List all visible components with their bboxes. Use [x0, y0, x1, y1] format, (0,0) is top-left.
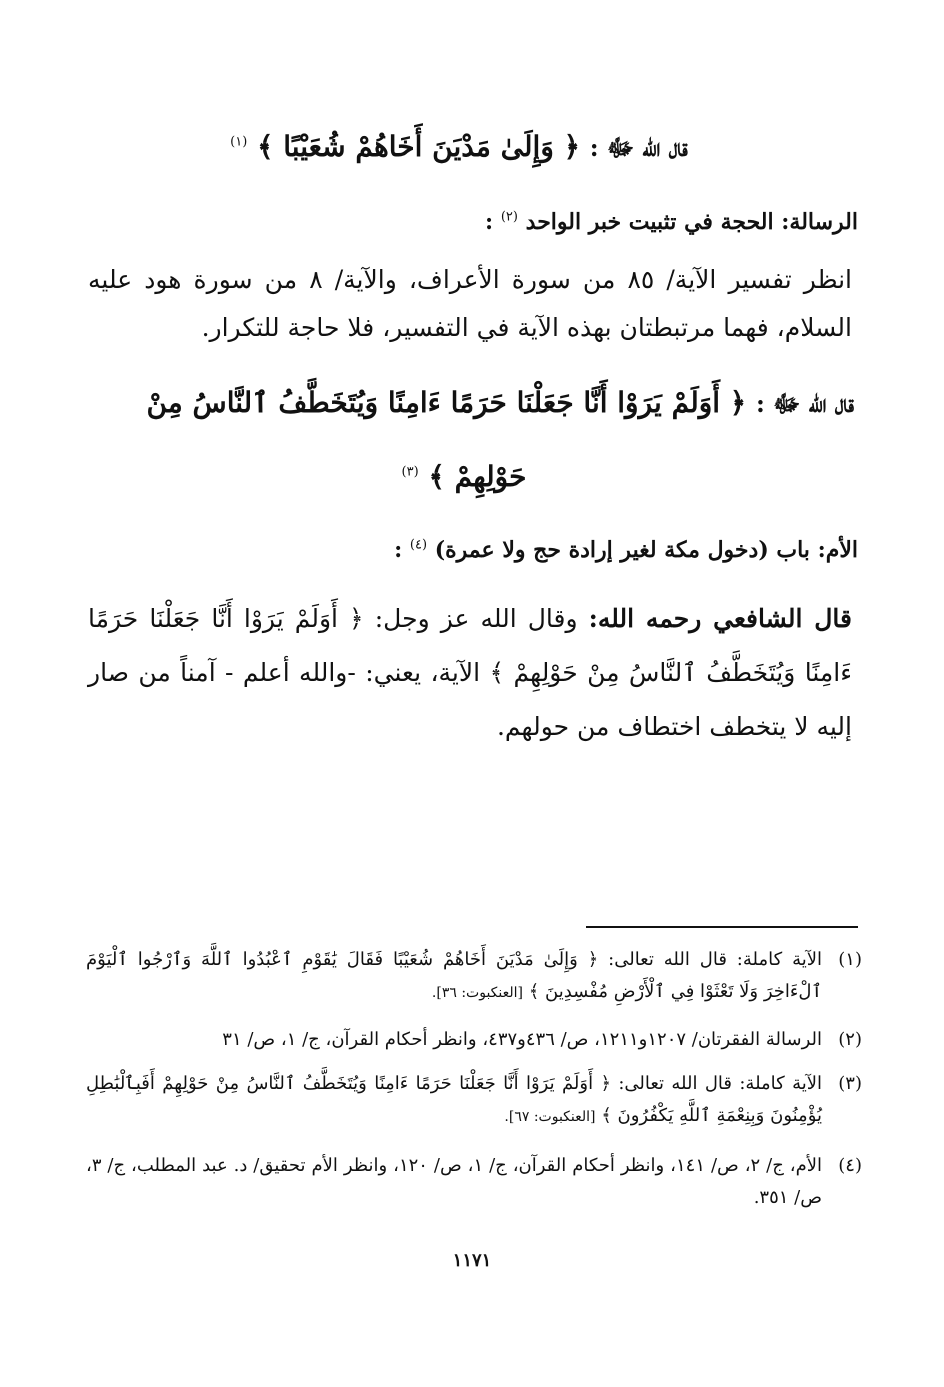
page-number: ١١٧١	[452, 1250, 492, 1271]
commentary-paragraph: انظر تفسير الآية/ ٨٥ من سورة الأعراف، والآية/ ٨ من سورة هود عليه السلام، فهما مرتبطتان بهذه الآية في التفسير، فلا حاجة للتكرار.	[88, 265, 852, 342]
footnote-ref: (٤)	[409, 537, 428, 553]
quran-verse: حَوْلِهِمْ ﴾	[428, 460, 527, 493]
footnote-4	[86, 1150, 862, 1214]
heading-text: الرسالة: الحجة في تثبيت خبر الواحد	[525, 209, 858, 235]
footnote-number: (٢)	[838, 1029, 862, 1050]
footnote-source: [العنكبوت: ٦٧].	[504, 1109, 596, 1125]
footnote-ref: (١)	[230, 134, 248, 150]
footnote-body: الأم، ج/ ٢، ص/ ١٤١، وانظر أحكام القرآن، ج/ ١، ص/ ١٢٠، وانظر الأم تحقيق/ د. عبد المطلب، ج/ ٣، ص/ ٣٥١.	[86, 1155, 822, 1208]
quotation-text: وقال الله عز وجل: ﴿ أَوَلَمْ يَرَوْا أَنَّا جَعَلْنَا حَرَمًا ءَامِنًا وَيُتَخَطَّفُ ٱلنَّاسُ مِنْ حَوْلِهِمْ ﴾ الآية، يعني: -والله أعلم - آمناً من صار إليه لا يتخطف اختطاف من حولهم.	[88, 604, 852, 741]
footnote-number: (١)	[838, 949, 862, 970]
heading-text: الأم: باب (دخول مكة لغير إرادة حج ولا عمرة)	[434, 537, 858, 563]
footnote-2	[86, 1024, 862, 1056]
speaker-label: قال الشافعي رحمه الله:	[588, 604, 852, 633]
footnote-ref: (٢)	[500, 209, 518, 225]
footnote-source: [العنكبوت: ٣٦].	[431, 985, 524, 1001]
source-heading-1	[86, 202, 858, 242]
heading-colon: :	[485, 209, 494, 235]
verse-citation-1	[94, 122, 824, 173]
quotation-paragraph	[88, 592, 852, 754]
footnote-text	[86, 1024, 822, 1056]
footnote-body: الآية كاملة: قال الله تعالى: ﴿ وَإِلَىٰ مَدْيَنَ أَخَاهُمْ شُعَيْبًا فَقَالَ يَٰقَوْمِ ٱعْبُدُوا ٱللَّهَ وَٱرْجُوا ٱلْيَوْمَ ٱلْءَاخِرَ وَلَا تَعْثَوْا فِي ٱلْأَرْضِ مُفْسِدِينَ ﴾	[86, 949, 822, 1002]
quran-verse: ﴿ أَوَلَمْ يَرَوْا أَنَّا جَعَلْنَا حَرَمًا ءَامِنًا وَيُتَخَطَّفُ ٱلنَّاسُ مِنْ	[146, 386, 747, 419]
footnote-3	[86, 1068, 862, 1133]
quran-verse: ﴿ وَإِلَىٰ مَدْيَنَ أَخَاهُمْ شُعَيْبًا ﴾	[257, 130, 581, 163]
footnote-number: (٤)	[838, 1155, 862, 1176]
footnote-body: الآية كاملة: قال الله تعالى: ﴿ أَوَلَمْ يَرَوْا أَنَّا جَعَلْنَا حَرَمًا ءَامِنًا وَيُتَخَطَّفُ ٱلنَّاسُ مِنْ حَوْلِهِمْ أَفَبِٱلْبَٰطِلِ يُؤْمِنُونَ وَبِنِعْمَةِ ٱللَّهِ يَكْفُرُونَ ﴾	[86, 1073, 822, 1126]
heading-colon: :	[394, 537, 403, 563]
footnote-1	[86, 944, 862, 1009]
footnote-text	[86, 1150, 822, 1214]
footnote-separator	[586, 926, 858, 928]
verse-intro: قال الله ﷻ :	[589, 133, 688, 162]
footnote-number: (٣)	[838, 1073, 862, 1094]
source-heading-2	[86, 530, 858, 570]
verse-citation-2-continued	[184, 452, 744, 502]
verse-citation-2	[84, 378, 854, 429]
footnote-text	[86, 944, 822, 1009]
footnote-body: الرسالة الفقرتان/ ١٢٠٧و١٢١١، ص/ ٤٣٦و٤٣٧، وانظر أحكام القرآن، ج/ ١، ص/ ٣١	[222, 1029, 822, 1050]
footnote-ref: (٣)	[401, 464, 419, 480]
footnote-text	[86, 1068, 822, 1133]
verse-intro: قال الله ﷻ :	[755, 389, 854, 418]
